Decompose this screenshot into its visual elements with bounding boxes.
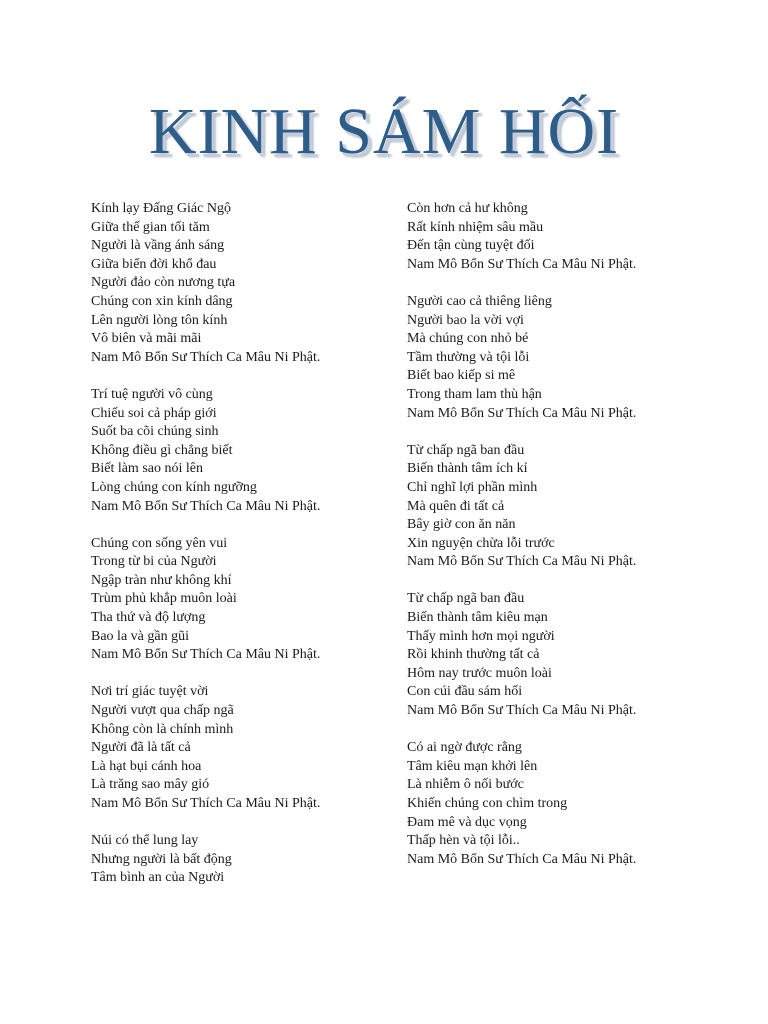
refrain-line: Nam Mô Bổn Sư Thích Ca Mâu Ni Phật. <box>91 796 321 811</box>
verse-line: Kính lạy Đấng Giác Ngộ <box>91 201 231 216</box>
verse-line: Thấp hèn và tội lỗi.. <box>407 833 520 849</box>
stanza <box>91 832 391 888</box>
stanza <box>407 442 707 572</box>
refrain-line: Nam Mô Bổn Sư Thích Ca Mâu Ni Phật. <box>91 349 321 365</box>
verse-line: Trùm phủ khắp muôn loài <box>91 591 237 607</box>
page-title: KINH SÁM HỐI <box>148 95 620 168</box>
verse-line: Mà chúng con nhỏ bé <box>407 331 529 347</box>
verse-line: Đến tận cùng tuyệt đối <box>407 238 535 254</box>
verse-line: Lòng chúng con kính ngưỡng <box>91 479 257 495</box>
stanza <box>407 293 707 423</box>
refrain-line: Nam Mô Bổn Sư Thích Ca Mâu Ni Phật. <box>91 647 321 663</box>
verse-line: Người đã là tất cả <box>91 740 191 756</box>
verse-line: Chúng con sống yên vui <box>91 535 228 551</box>
verse-line: Từ chấp ngã ban đầu <box>407 591 525 607</box>
verse-line: Người đảo còn nương tựa <box>91 275 236 291</box>
refrain-line: Nam Mô Bổn Sư Thích Ca Mâu Ni Phật. <box>407 554 637 570</box>
verse-line: Không điều gì chẳng biết <box>91 442 233 458</box>
verse-line: Tha thứ và độ lượng <box>91 610 206 626</box>
verse-line: Vô biên và mãi mãi <box>91 331 202 347</box>
stanza <box>91 683 391 813</box>
verse-line: Từ chấp ngã ban đầu <box>407 442 525 458</box>
verse-line: Chỉ nghĩ lợi phần mình <box>407 479 538 495</box>
verse-line: Người cao cả thiêng liêng <box>407 293 552 309</box>
verse-line: Khiến chúng con chìm trong <box>407 796 568 811</box>
verse-line: Biến thành tâm ích kỉ <box>407 461 528 477</box>
verse-line: Là hạt bụi cánh hoa <box>91 758 202 774</box>
verse-line: Mà quên đi tất cả <box>407 498 505 514</box>
verse-line: Trí tuệ người vô cùng <box>91 386 213 402</box>
verse-line: Là trăng sao mây gió <box>91 777 210 793</box>
stanza <box>91 535 391 665</box>
verse-line: Chúng con xin kính dâng <box>91 293 233 309</box>
verse-line: Ngập tràn như không khí <box>91 572 232 588</box>
stanza <box>407 200 707 274</box>
verse-line: Người bao la vời vợi <box>407 312 524 328</box>
verse-line: Có ai ngờ được rằng <box>407 740 522 756</box>
refrain-line: Nam Mô Bổn Sư Thích Ca Mâu Ni Phật. <box>407 851 637 867</box>
verse-line: Còn hơn cả hư không <box>407 201 528 216</box>
verse-line: Tầm thường và tội lỗi <box>407 349 530 365</box>
verse-line: Đam mê và dục vọng <box>407 814 527 830</box>
verse-line: Người vượt qua chấp ngã <box>91 703 234 719</box>
stanza <box>407 590 707 720</box>
verse-line: Chiếu soi cả pháp giới <box>91 405 217 421</box>
verse-line: Thấy mình hơn mọi người <box>407 628 555 644</box>
verse-line: Giữa biển đời khổ đau <box>91 256 217 272</box>
verse-line: Rất kính nhiệm sâu mầu <box>407 219 544 235</box>
verse-line: Không còn là chính mình <box>91 721 234 737</box>
refrain-line: Nam Mô Bổn Sư Thích Ca Mâu Ni Phật. <box>91 498 321 514</box>
verse-line: Rồi khinh thường tất cả <box>407 647 540 663</box>
verse-line: Tâm bình an của Người <box>91 870 225 886</box>
left-column <box>91 200 391 907</box>
stanza <box>91 200 391 367</box>
verse-line: Tâm kiêu mạn khởi lên <box>407 758 538 774</box>
verse-line: Nơi trí giác tuyệt vời <box>91 684 209 700</box>
refrain-line: Nam Mô Bổn Sư Thích Ca Mâu Ni Phật. <box>407 405 637 421</box>
verse-line: Biết bao kiếp si mê <box>407 368 516 384</box>
verse-line: Trong từ bi của Người <box>91 554 217 570</box>
verse-line: Người là vầng ánh sáng <box>91 238 225 254</box>
verse-line: Biết làm sao nói lên <box>91 461 203 477</box>
verse-line: Suốt ba cõi chúng sinh <box>91 424 219 440</box>
verse-line: Giữa thế gian tối tăm <box>91 219 210 235</box>
verse-line: Hôm nay trước muôn loài <box>407 665 552 681</box>
verse-line: Là nhiễm ô nối bước <box>407 777 524 793</box>
stanza <box>91 386 391 516</box>
verse-line: Nhưng người là bất động <box>91 851 232 867</box>
right-column <box>407 200 707 888</box>
verse-line: Bao la và gần gũi <box>91 628 189 644</box>
refrain-line: Nam Mô Bổn Sư Thích Ca Mâu Ni Phật. <box>407 703 637 719</box>
refrain-line: Nam Mô Bổn Sư Thích Ca Mâu Ni Phật. <box>407 256 637 272</box>
verse-line: Bây giờ con ăn năn <box>407 517 516 533</box>
stanza <box>407 739 707 869</box>
verse-line: Lên người lòng tôn kính <box>91 312 228 328</box>
verse-line: Biến thành tâm kiêu mạn <box>407 610 548 626</box>
verse-line: Trong tham lam thù hận <box>407 386 542 402</box>
verse-line: Con cúi đầu sám hối <box>407 684 523 700</box>
verse-line: Xin nguyện chừa lỗi trước <box>407 535 555 551</box>
verse-line: Núi có thể lung lay <box>91 833 199 849</box>
